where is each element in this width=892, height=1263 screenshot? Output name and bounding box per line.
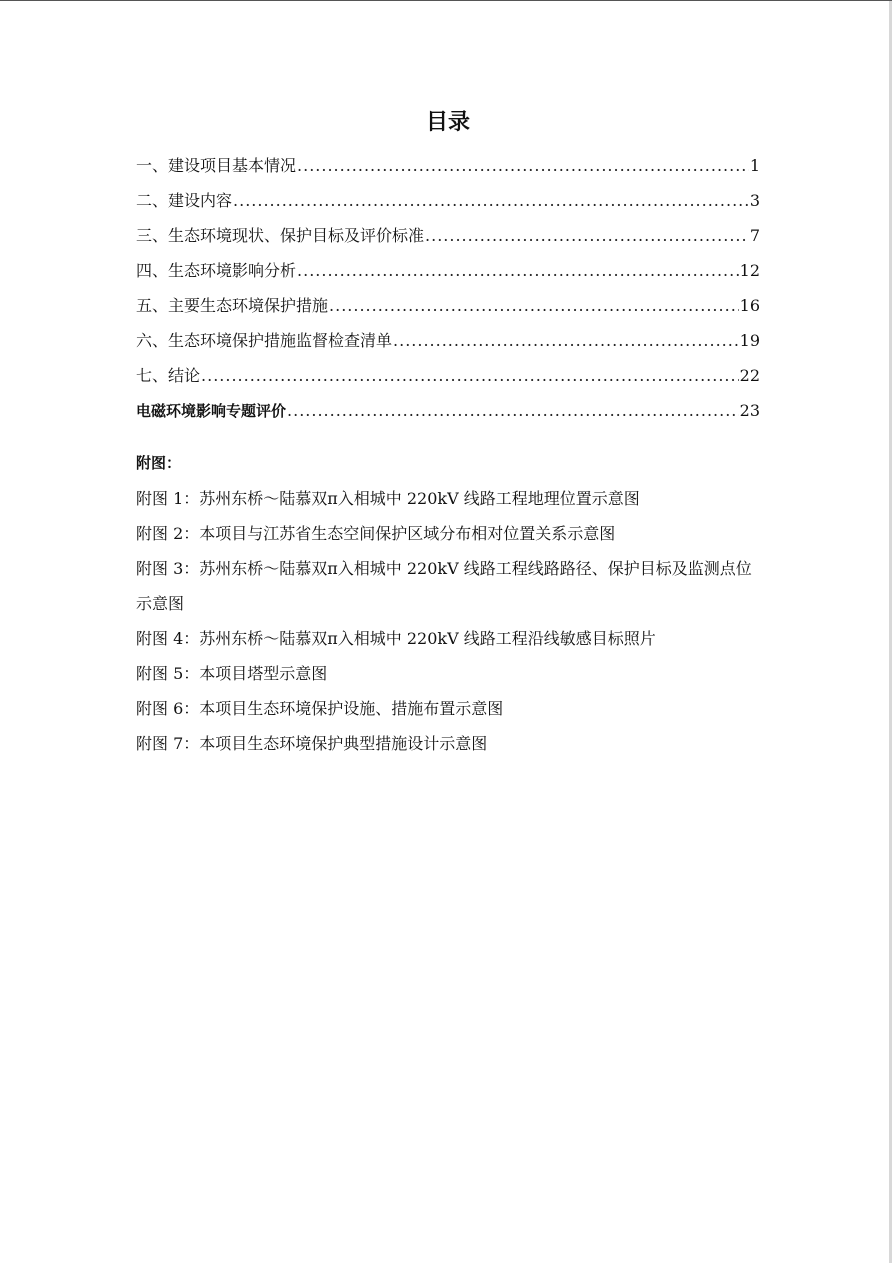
toc-page-number: 3 — [749, 191, 760, 210]
toc-page-number: 23 — [739, 401, 760, 420]
toc-list — [136, 148, 760, 428]
toc-page-number: 19 — [739, 331, 760, 350]
toc-entry-label: 三、生态环境现状、保护目标及评价标准 — [136, 226, 425, 245]
toc-dot-leader — [297, 148, 749, 183]
toc-dot-leader — [233, 183, 749, 218]
toc-entry-label: 五、主要生态环境保护措施 — [136, 296, 329, 315]
toc-entry-label: 七、结论 — [136, 366, 201, 385]
toc-page-number: 16 — [739, 296, 760, 315]
toc-dot-leader — [329, 288, 739, 323]
toc-title: 目录 — [425, 110, 470, 135]
toc-entry-1[interactable] — [136, 148, 760, 183]
toc-entry-4[interactable] — [136, 253, 760, 288]
appendix-item-3: 附图 3：苏州东桥～陆慕双π入相城中 220kV 线路工程线路路径、保护目标及监测点位示意图 — [136, 559, 752, 613]
appendix-item-1: 附图 1：苏州东桥～陆慕双π入相城中 220kV 线路工程地理位置示意图 — [136, 489, 640, 508]
toc-dot-leader — [393, 323, 739, 358]
appendix-section — [136, 446, 760, 761]
toc-entry-5[interactable] — [136, 288, 760, 323]
toc-page-number: 1 — [749, 156, 760, 175]
toc-dot-leader — [297, 253, 739, 288]
appendix-heading: 附图： — [136, 454, 182, 472]
appendix-item-7: 附图 7：本项目生态环境保护典型措施设计示意图 — [136, 734, 488, 753]
toc-dot-leader — [425, 218, 749, 253]
toc-entry-label: 二、建设内容 — [136, 191, 233, 210]
toc-dot-leader — [287, 393, 739, 428]
appendix-item-6: 附图 6：本项目生态环境保护设施、措施布置示意图 — [136, 699, 504, 718]
toc-entry-7[interactable] — [136, 358, 760, 393]
toc-entry-label: 电磁环境影响专题评价 — [136, 402, 287, 420]
toc-entry-label: 一、建设项目基本情况 — [136, 156, 297, 175]
toc-page-number: 22 — [739, 366, 760, 385]
toc-entry-2[interactable] — [136, 183, 760, 218]
appendix-item-2: 附图 2：本项目与江苏省生态空间保护区域分布相对位置关系示意图 — [136, 524, 616, 543]
toc-content — [136, 103, 760, 761]
appendix-item-5: 附图 5：本项目塔型示意图 — [136, 664, 328, 683]
toc-dot-leader — [201, 358, 739, 393]
toc-entry-6[interactable] — [136, 323, 760, 358]
toc-page-number: 12 — [739, 261, 760, 280]
toc-entry-3[interactable] — [136, 218, 760, 253]
toc-entry-label: 四、生态环境影响分析 — [136, 261, 297, 280]
toc-entry-8[interactable] — [136, 393, 760, 428]
appendix-item-4: 附图 4：苏州东桥～陆慕双π入相城中 220kV 线路工程沿线敏感目标照片 — [136, 629, 656, 648]
toc-entry-label: 六、生态环境保护措施监督检查清单 — [136, 331, 393, 350]
toc-page-number: 7 — [749, 226, 760, 245]
